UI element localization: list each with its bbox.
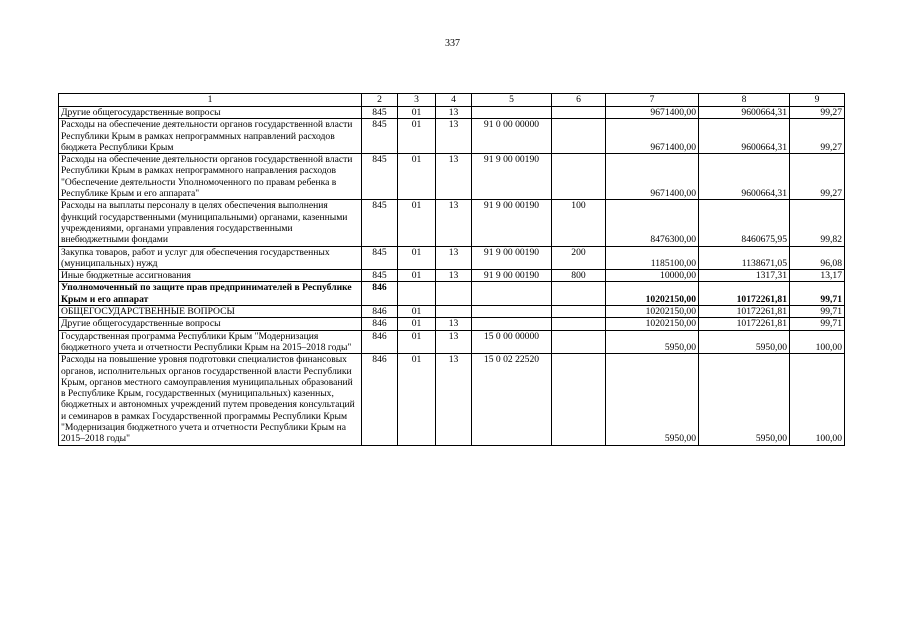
target-article-cell: 91 9 00 00190 xyxy=(472,200,552,246)
section-code-cell: 01 xyxy=(398,354,436,445)
target-article-cell: 91 0 00 00000 xyxy=(472,119,552,154)
header-cell: 6 xyxy=(552,94,606,107)
subsection-code-cell: 13 xyxy=(436,107,472,119)
expense-type-cell xyxy=(552,330,606,354)
table-row xyxy=(59,282,845,306)
planned-amount-cell: 10000,00 xyxy=(606,270,699,282)
target-article-cell: 91 9 00 00190 xyxy=(472,270,552,282)
section-code-cell: 01 xyxy=(398,270,436,282)
header-cell: 1 xyxy=(59,94,362,107)
subsection-code-cell xyxy=(436,282,472,306)
admin-code-cell: 846 xyxy=(362,354,398,445)
row-name-cell: Расходы на обеспечение деятельности органов государственной власти Республики Крым в рамках непрограммных направлений расходов бюджета Республики Крым xyxy=(59,119,362,154)
admin-code-cell: 846 xyxy=(362,306,398,318)
section-code-cell: 01 xyxy=(398,200,436,246)
row-name-cell: Государственная программа Республики Крым "Модернизация бюджетного учета и отчетности Республики Крым на 2015–2018 годы" xyxy=(59,330,362,354)
executed-amount-cell: 10172261,81 xyxy=(699,306,790,318)
table-row xyxy=(59,354,845,445)
planned-amount-cell: 10202150,00 xyxy=(606,282,699,306)
subsection-code-cell: 13 xyxy=(436,154,472,200)
target-article-cell xyxy=(472,107,552,119)
executed-amount-cell: 9600664,31 xyxy=(699,154,790,200)
percent-cell: 99,27 xyxy=(790,107,845,119)
row-name-cell: Уполномоченный по защите прав предпринимателей в Республике Крым и его аппарат xyxy=(59,282,362,306)
expense-type-cell xyxy=(552,354,606,445)
admin-code-cell: 845 xyxy=(362,154,398,200)
target-article-cell: 15 0 00 00000 xyxy=(472,330,552,354)
expense-type-cell xyxy=(552,306,606,318)
percent-cell: 99,27 xyxy=(790,154,845,200)
row-name-cell: Другие общегосударственные вопросы xyxy=(59,107,362,119)
row-name-cell: ОБЩЕГОСУДАРСТВЕННЫЕ ВОПРОСЫ xyxy=(59,306,362,318)
table-row xyxy=(59,119,845,154)
header-cell: 9 xyxy=(790,94,845,107)
section-code-cell: 01 xyxy=(398,246,436,270)
executed-amount-cell: 8460675,95 xyxy=(699,200,790,246)
percent-cell: 96,08 xyxy=(790,246,845,270)
table-row xyxy=(59,200,845,246)
section-code-cell xyxy=(398,282,436,306)
subsection-code-cell: 13 xyxy=(436,200,472,246)
expense-type-cell: 100 xyxy=(552,200,606,246)
admin-code-cell: 845 xyxy=(362,119,398,154)
header-cell: 2 xyxy=(362,94,398,107)
expense-type-cell xyxy=(552,154,606,200)
planned-amount-cell: 5950,00 xyxy=(606,354,699,445)
executed-amount-cell: 10172261,81 xyxy=(699,318,790,330)
expense-type-cell xyxy=(552,282,606,306)
page-number: 337 xyxy=(445,38,460,49)
planned-amount-cell: 8476300,00 xyxy=(606,200,699,246)
row-name-cell: Другие общегосударственные вопросы xyxy=(59,318,362,330)
admin-code-cell: 845 xyxy=(362,200,398,246)
expense-type-cell: 800 xyxy=(552,270,606,282)
section-code-cell: 01 xyxy=(398,119,436,154)
executed-amount-cell: 5950,00 xyxy=(699,330,790,354)
percent-cell: 13,17 xyxy=(790,270,845,282)
target-article-cell xyxy=(472,282,552,306)
target-article-cell xyxy=(472,306,552,318)
planned-amount-cell: 10202150,00 xyxy=(606,318,699,330)
executed-amount-cell: 10172261,81 xyxy=(699,282,790,306)
executed-amount-cell: 5950,00 xyxy=(699,354,790,445)
header-cell: 8 xyxy=(699,94,790,107)
row-name-cell: Расходы на выплаты персоналу в целях обеспечения выполнения функций государственными (муниципальными) органами, казенными учреждениями, органами управления государственными внебюджетными фондами xyxy=(59,200,362,246)
executed-amount-cell: 1138671,05 xyxy=(699,246,790,270)
admin-code-cell: 845 xyxy=(362,270,398,282)
row-name-cell: Расходы на повышение уровня подготовки специалистов финансовых органов, исполнительных органов государственной власти Республики Крым, органов местного самоуправления муниципальных образований в Республике Крым, государственных (муниципальных) казенных, бюджетных и автономных учреждений путем проведения консультаций и семинаров в рамках Государственной программы Республики Крым "Модернизация бюджетного учета и отчетности Республики Крым на 2015–2018 годы" xyxy=(59,354,362,445)
subsection-code-cell: 13 xyxy=(436,270,472,282)
planned-amount-cell: 5950,00 xyxy=(606,330,699,354)
admin-code-cell: 846 xyxy=(362,318,398,330)
row-name-cell: Закупка товаров, работ и услуг для обеспечения государственных (муниципальных) нужд xyxy=(59,246,362,270)
executed-amount-cell: 9600664,31 xyxy=(699,119,790,154)
percent-cell: 99,71 xyxy=(790,318,845,330)
row-name-cell: Расходы на обеспечение деятельности органов государственной власти Республики Крым в рамках непрограммного направления расходов "Обеспечение деятельности Уполномоченного по правам ребенка в Республике Крым и его аппарата" xyxy=(59,154,362,200)
percent-cell: 99,82 xyxy=(790,200,845,246)
expense-type-cell xyxy=(552,318,606,330)
row-name-cell: Иные бюджетные ассигнования xyxy=(59,270,362,282)
admin-code-cell: 845 xyxy=(362,107,398,119)
header-cell: 4 xyxy=(436,94,472,107)
target-article-cell xyxy=(472,318,552,330)
planned-amount-cell: 9671400,00 xyxy=(606,154,699,200)
executed-amount-cell: 1317,31 xyxy=(699,270,790,282)
admin-code-cell: 846 xyxy=(362,282,398,306)
subsection-code-cell: 13 xyxy=(436,119,472,154)
subsection-code-cell xyxy=(436,306,472,318)
planned-amount-cell: 1185100,00 xyxy=(606,246,699,270)
section-code-cell: 01 xyxy=(398,330,436,354)
subsection-code-cell: 13 xyxy=(436,354,472,445)
section-code-cell: 01 xyxy=(398,154,436,200)
target-article-cell: 91 9 00 00190 xyxy=(472,154,552,200)
target-article-cell: 15 0 02 22520 xyxy=(472,354,552,445)
header-cell: 5 xyxy=(472,94,552,107)
table-row xyxy=(59,330,845,354)
expense-type-cell xyxy=(552,119,606,154)
header-cell: 7 xyxy=(606,94,699,107)
expense-type-cell: 200 xyxy=(552,246,606,270)
table-row xyxy=(59,246,845,270)
percent-cell: 99,27 xyxy=(790,119,845,154)
percent-cell: 100,00 xyxy=(790,330,845,354)
percent-cell: 99,71 xyxy=(790,306,845,318)
table-row xyxy=(59,318,845,330)
header-cell: 3 xyxy=(398,94,436,107)
table-row xyxy=(59,107,845,119)
percent-cell: 99,71 xyxy=(790,282,845,306)
table-row xyxy=(59,154,845,200)
expense-type-cell xyxy=(552,107,606,119)
planned-amount-cell: 9671400,00 xyxy=(606,119,699,154)
target-article-cell: 91 9 00 00190 xyxy=(472,246,552,270)
planned-amount-cell: 9671400,00 xyxy=(606,107,699,119)
subsection-code-cell: 13 xyxy=(436,330,472,354)
section-code-cell: 01 xyxy=(398,107,436,119)
budget-table xyxy=(58,93,845,446)
admin-code-cell: 845 xyxy=(362,246,398,270)
admin-code-cell: 846 xyxy=(362,330,398,354)
table-row xyxy=(59,306,845,318)
section-code-cell: 01 xyxy=(398,306,436,318)
planned-amount-cell: 10202150,00 xyxy=(606,306,699,318)
table-row xyxy=(59,270,845,282)
subsection-code-cell: 13 xyxy=(436,246,472,270)
section-code-cell: 01 xyxy=(398,318,436,330)
executed-amount-cell: 9600664,31 xyxy=(699,107,790,119)
table-header-row xyxy=(59,94,845,107)
subsection-code-cell: 13 xyxy=(436,318,472,330)
percent-cell: 100,00 xyxy=(790,354,845,445)
